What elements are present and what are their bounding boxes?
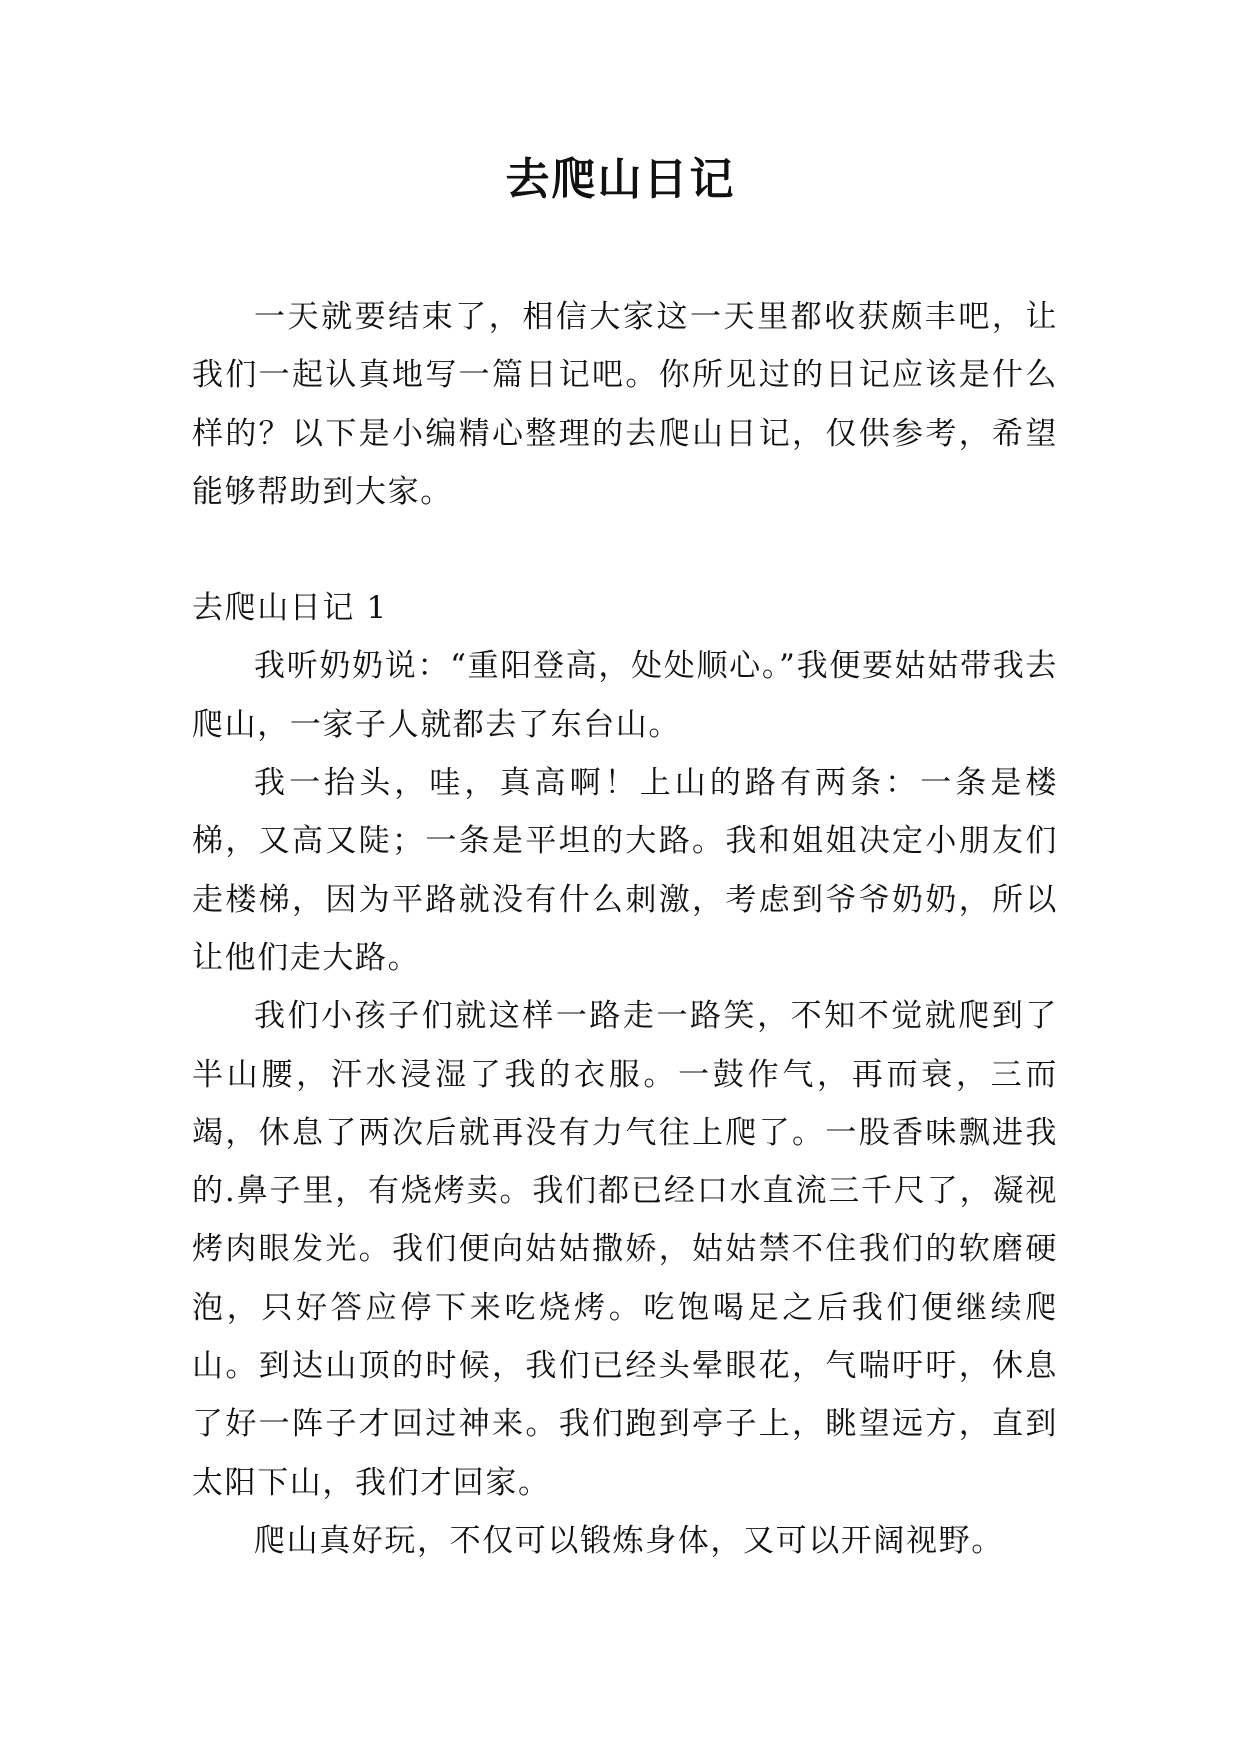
body-paragraph-4: 爬山真好玩，不仅可以锻炼身体，又可以开阔视野。 — [254, 1522, 1004, 1559]
document-title: 去爬山日记 — [505, 154, 736, 205]
body-paragraph-3: 我们小孩子们就这样一路走一路笑，不知不觉就爬到了半山腰，汗水浸湿了我的衣服。一鼓作气，再而衰，三而竭，休息了两次后就再没有力气往上爬了。一股香味飘进我的.鼻子里，有烧烤卖。我们都已经口水直流三千尺了，凝视烤肉眼发光。我们便向姑姑撒娇，姑姑禁不住我们的软磨硬泡，只好答应停下来吃烧烤。吃饱喝足之后我们便继续爬山。到达山顶的时候，我们已经头晕眼花，气喘吁吁，休息了好一阵子才回过神来。我们跑到亭子上，眺望远方，直到太阳下山，我们才回家。 — [192, 998, 1058, 1501]
intro-paragraph: 一天就要结束了，相信大家这一天里都收获颇丰吧，让我们一起认真地写一篇日记吧。你所见过的日记应该是什么样的？以下是小编精心整理的去爬山日记，仅供参考，希望能够帮助到大家。 — [192, 299, 1058, 510]
paragraph-gap — [192, 521, 1058, 579]
body-paragraph-2: 我一抬头，哇，真高啊！上山的路有两条：一条是楼梯，又高又陡；一条是平坦的大路。我和姐姐决定小朋友们走楼梯，因为平路就没有什么刺激，考虑到爷爷奶奶，所以让他们走大路。 — [192, 765, 1058, 976]
section-heading: 去爬山日记 1 — [192, 590, 388, 627]
document-body — [192, 288, 1058, 1570]
body-paragraph-1: 我听奶奶说：“重阳登高，处处顺心。”我便要姑姑带我去爬山，一家子人就都去了东台山。 — [192, 648, 1058, 743]
